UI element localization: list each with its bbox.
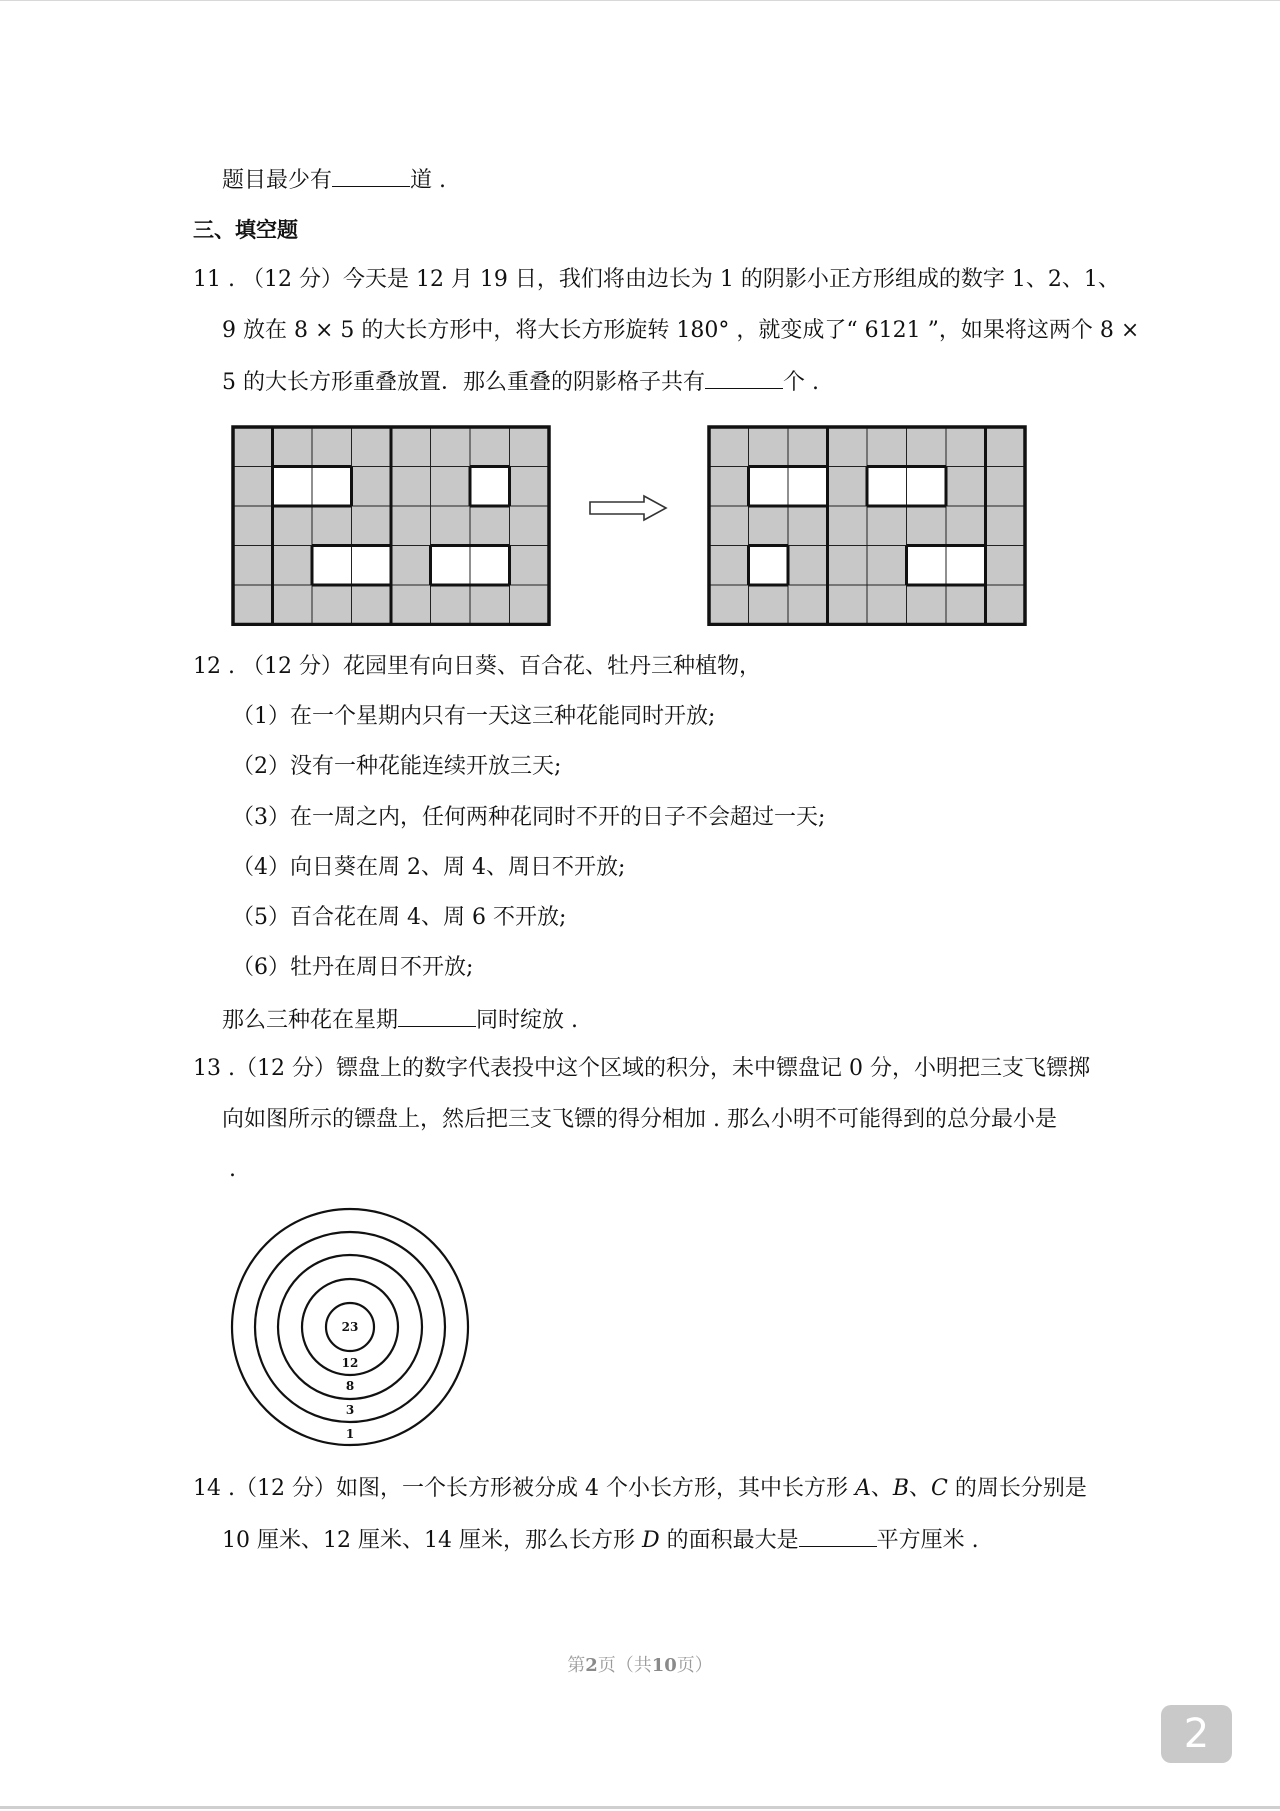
shaded-cell [510, 467, 550, 507]
shaded-cell [431, 585, 471, 625]
bottom-border [0, 1806, 1280, 1809]
white-cell [470, 467, 510, 507]
shaded-cell [273, 427, 313, 467]
shaded-cell [946, 467, 986, 507]
shaded-cell [312, 427, 352, 467]
white-cell [788, 467, 828, 507]
shaded-cell [470, 506, 510, 546]
shaded-cell [986, 585, 1026, 625]
q12-condition: （2）没有一种花能连续开放三天; [232, 754, 562, 779]
shaded-cell [352, 585, 392, 625]
score-label: 8 [345, 1379, 355, 1393]
q13-line3: . [229, 1157, 236, 1182]
shaded-cell [510, 506, 550, 546]
shaded-cell [273, 585, 313, 625]
shaded-cell [233, 585, 273, 625]
shaded-cell [391, 467, 431, 507]
answer-blank[interactable] [398, 1004, 476, 1027]
score-label: 12 [341, 1356, 359, 1370]
shaded-cell [946, 585, 986, 625]
shaded-cell [867, 585, 907, 625]
shaded-cell [828, 467, 868, 507]
shaded-cell [749, 427, 789, 467]
q11-line2: 9 放在 8 × 5 的大长方形中，将大长方形旋转 180° ，就变成了“ 6121 ”，如果将这两个 8 × [222, 318, 1140, 343]
q11-line1: 11 . （12 分）今天是 12 月 19 日，我们将由边长为 1 的阴影小正方形组成的数字 1、2、1、 [193, 267, 1120, 292]
q14-line1: 14 .（12 分）如图，一个长方形被分成 4 个小长方形，其中长方形 A、B、C 的周长分别是 [193, 1476, 1087, 1501]
shaded-cell [233, 427, 273, 467]
shaded-cell [749, 506, 789, 546]
white-cell [749, 546, 789, 586]
shaded-cell [470, 427, 510, 467]
q12-condition: （3）在一周之内，任何两种花同时不开的日子不会超过一天; [232, 805, 826, 830]
white-cell [352, 546, 392, 586]
shaded-cell [986, 467, 1026, 507]
q13-line1: 13 .（12 分）镖盘上的数字代表投中这个区域的积分，未中镖盘记 0 分，小明把三支飞镖掷 [193, 1056, 1090, 1081]
shaded-cell [273, 546, 313, 586]
answer-blank[interactable] [705, 366, 783, 389]
shaded-cell [352, 506, 392, 546]
score-label: 3 [345, 1403, 355, 1417]
q12-question: 那么三种花在星期 同时绽放 . [222, 1004, 578, 1036]
shaded-cell [907, 427, 947, 467]
white-cell [867, 467, 907, 507]
shaded-cell [431, 467, 471, 507]
shaded-cell [431, 506, 471, 546]
shaded-cell [749, 585, 789, 625]
white-cell [470, 546, 510, 586]
shaded-cell [986, 427, 1026, 467]
q12-condition: （6）牡丹在周日不开放; [232, 955, 474, 980]
digit-grid-1219 [230, 424, 552, 626]
shaded-cell [946, 506, 986, 546]
shaded-cell [709, 427, 749, 467]
shaded-cell [788, 427, 828, 467]
score-label: 23 [341, 1320, 359, 1334]
shaded-cell [907, 506, 947, 546]
page-footer: 第2页（共10页） [567, 1655, 713, 1676]
shaded-cell [431, 427, 471, 467]
shaded-cell [352, 427, 392, 467]
answer-blank[interactable] [799, 1524, 877, 1547]
shaded-cell [273, 506, 313, 546]
shaded-cell [470, 585, 510, 625]
shaded-cell [788, 506, 828, 546]
shaded-cell [828, 506, 868, 546]
shaded-cell [709, 585, 749, 625]
shaded-cell [709, 467, 749, 507]
q10-tail: 题目最少有 道 . [222, 164, 446, 196]
white-cell [312, 546, 352, 586]
shaded-cell [391, 546, 431, 586]
shaded-cell [312, 506, 352, 546]
score-label: 1 [345, 1427, 355, 1441]
shaded-cell [867, 506, 907, 546]
shaded-cell [986, 506, 1026, 546]
shaded-cell [788, 546, 828, 586]
shaded-cell [510, 427, 550, 467]
shaded-cell [867, 427, 907, 467]
shaded-cell [828, 585, 868, 625]
shaded-cell [233, 546, 273, 586]
shaded-cell [233, 467, 273, 507]
dartboard-figure [228, 1202, 476, 1450]
shaded-cell [828, 427, 868, 467]
shaded-cell [391, 427, 431, 467]
shaded-cell [788, 585, 828, 625]
q12-intro: 12 . （12 分）花园里有向日葵、百合花、牡丹三种植物， [193, 654, 761, 679]
shaded-cell [510, 585, 550, 625]
white-cell [273, 467, 313, 507]
shaded-cell [352, 467, 392, 507]
white-cell [749, 467, 789, 507]
shaded-cell [907, 585, 947, 625]
page-number-badge[interactable]: 2 [1161, 1705, 1232, 1763]
q13-line2: 向如图所示的镖盘上，然后把三支飞镖的得分相加 . 那么小明不可能得到的总分最小是 [222, 1107, 1057, 1132]
white-cell [431, 546, 471, 586]
top-border [0, 0, 1280, 1]
q14-line2: 10 厘米、12 厘米、14 厘米，那么长方形 D 的面积最大是 平方厘米 . [222, 1524, 979, 1556]
rotate-arrow-icon [586, 494, 670, 522]
shaded-cell [709, 546, 749, 586]
shaded-cell [986, 546, 1026, 586]
shaded-cell [510, 546, 550, 586]
shaded-cell [828, 546, 868, 586]
q12-condition: （4）向日葵在周 2、周 4、周日不开放; [232, 855, 626, 880]
q11-line3: 5 的大长方形重叠放置．那么重叠的阴影格子共有 个 . [222, 366, 819, 398]
shaded-cell [391, 506, 431, 546]
q12-condition: （5）百合花在周 4、周 6 不开放; [232, 905, 567, 930]
white-cell [907, 467, 947, 507]
shaded-cell [867, 546, 907, 586]
shaded-cell [312, 585, 352, 625]
answer-blank[interactable] [332, 164, 410, 187]
section-title: 三、填空题 [193, 218, 298, 242]
shaded-cell [233, 506, 273, 546]
shaded-cell [946, 427, 986, 467]
white-cell [312, 467, 352, 507]
digit-grid-6121 [706, 424, 1028, 626]
white-cell [907, 546, 947, 586]
shaded-cell [391, 585, 431, 625]
white-cell [946, 546, 986, 586]
shaded-cell [709, 506, 749, 546]
q12-condition: （1）在一个星期内只有一天这三种花能同时开放; [232, 704, 716, 729]
